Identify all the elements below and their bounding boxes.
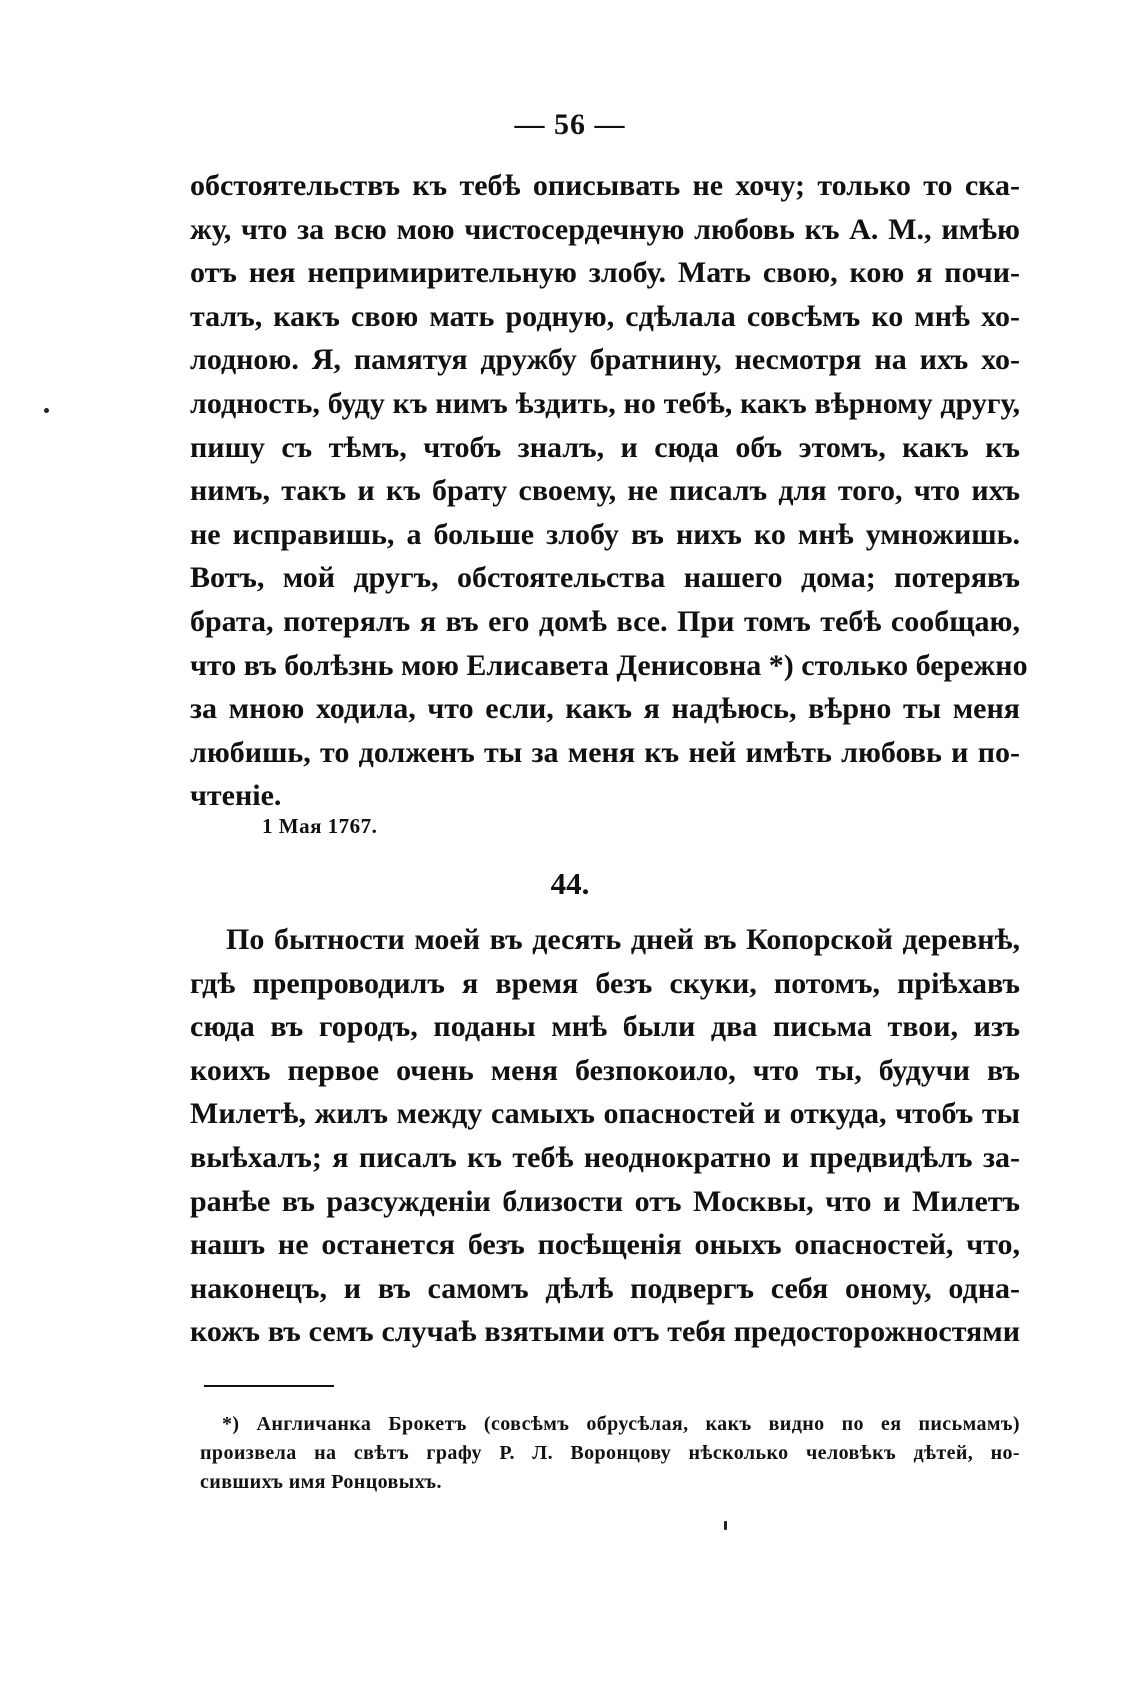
text-line: лодность, буду къ нимъ ѣздить, но тебѣ, какъ вѣрному другу, bbox=[190, 386, 1020, 420]
text-line: обстоятельствъ къ тебѣ описывать не хочу; только то ска- bbox=[190, 169, 1020, 202]
text-line: сюда въ городъ, поданы мнѣ были два письма твои, изъ bbox=[190, 1010, 1020, 1044]
text-line: Милетѣ, жилъ между самыхъ опасностей и откуда, чтобъ ты bbox=[190, 1097, 1020, 1131]
letter-44-body bbox=[190, 918, 1020, 1354]
text-line: нимъ, такъ и къ брату своему, не писалъ для того, что ихъ bbox=[190, 474, 1020, 508]
scan-speck bbox=[724, 1521, 727, 1530]
footnote bbox=[200, 1410, 1020, 1497]
footnote-line: *) Англичанка Брокетъ (совсѣмъ обрусѣлая, какъ видно по ея письмамъ) bbox=[222, 1413, 1020, 1435]
text-line: Вотъ, мой другъ, обстоятельства нашего дома; потерявъ bbox=[190, 561, 1020, 595]
text-line: чтеніе. bbox=[190, 779, 282, 813]
text-line: гдѣ препроводилъ я время безъ скуки, потомъ, пріѣхавъ bbox=[190, 966, 1020, 1000]
footnote-line: произвела на свѣтъ графу Р. Л. Воронцову нѣсколько человѣкъ дѣтей, но- bbox=[200, 1442, 1020, 1464]
text-line: ранѣе въ разсужденіи близости отъ Москвы, что и Милетъ bbox=[190, 1184, 1020, 1218]
letter-43-body bbox=[190, 164, 1028, 818]
text-line: за мною ходила, что если, какъ я надѣюсь, вѣрно ты меня bbox=[190, 692, 1020, 726]
text-line: наконецъ, и въ самомъ дѣлѣ подвергъ себя оному, одна- bbox=[190, 1271, 1020, 1305]
text-line: что въ болѣзнь мою Елисавета Денисовна *) столько бережно bbox=[190, 648, 1028, 682]
footnote-separator bbox=[204, 1385, 334, 1387]
page-number: — 56 — bbox=[514, 108, 626, 141]
text-line: коихъ первое очень меня безпокоило, что ты, будучи въ bbox=[190, 1053, 1020, 1087]
text-line: брата, потерялъ я въ его домѣ все. При томъ тебѣ сообщаю, bbox=[190, 604, 1020, 638]
footnote-line: сившихъ имя Ронцовыхъ. bbox=[200, 1471, 442, 1493]
text-line: талъ, какъ свою мать родную, сдѣлала совсѣмъ ко мнѣ хо- bbox=[190, 299, 1020, 333]
text-line: кожъ въ семъ случаѣ взятыми отъ тебя предосторожностями bbox=[190, 1315, 1020, 1349]
text-line: нашъ не останется безъ посѣщенія оныхъ опасностей, что, bbox=[190, 1228, 1020, 1262]
text-line: лодною. Я, памятуя дружбу братнину, несмотря на ихъ хо- bbox=[190, 343, 1020, 377]
text-line: не исправишь, а больше злобу въ нихъ ко мнѣ умножишь. bbox=[190, 517, 1020, 551]
text-line: жу, что за всю мою чистосердечную любовь къ А. М., имѣю bbox=[190, 212, 1020, 246]
letter-number-heading: 44. bbox=[550, 866, 590, 901]
letter-date: 1 Мая 1767. bbox=[262, 814, 378, 838]
scan-speck bbox=[44, 408, 49, 413]
text-line: пишу съ тѣмъ, чтобъ зналъ, и сюда объ этомъ, какъ къ bbox=[190, 430, 1020, 464]
text-line: любишь, то долженъ ты за меня къ ней имѣть любовь и по- bbox=[190, 735, 1020, 769]
text-line: выѣхалъ; я писалъ къ тебѣ неоднократно и предвидѣлъ за- bbox=[190, 1140, 1020, 1174]
text-line: По бытности моей въ десять дней въ Копорской деревнѣ, bbox=[226, 923, 1020, 956]
text-line: отъ нея непримирительную злобу. Мать свою, кою я почи- bbox=[190, 256, 1020, 290]
